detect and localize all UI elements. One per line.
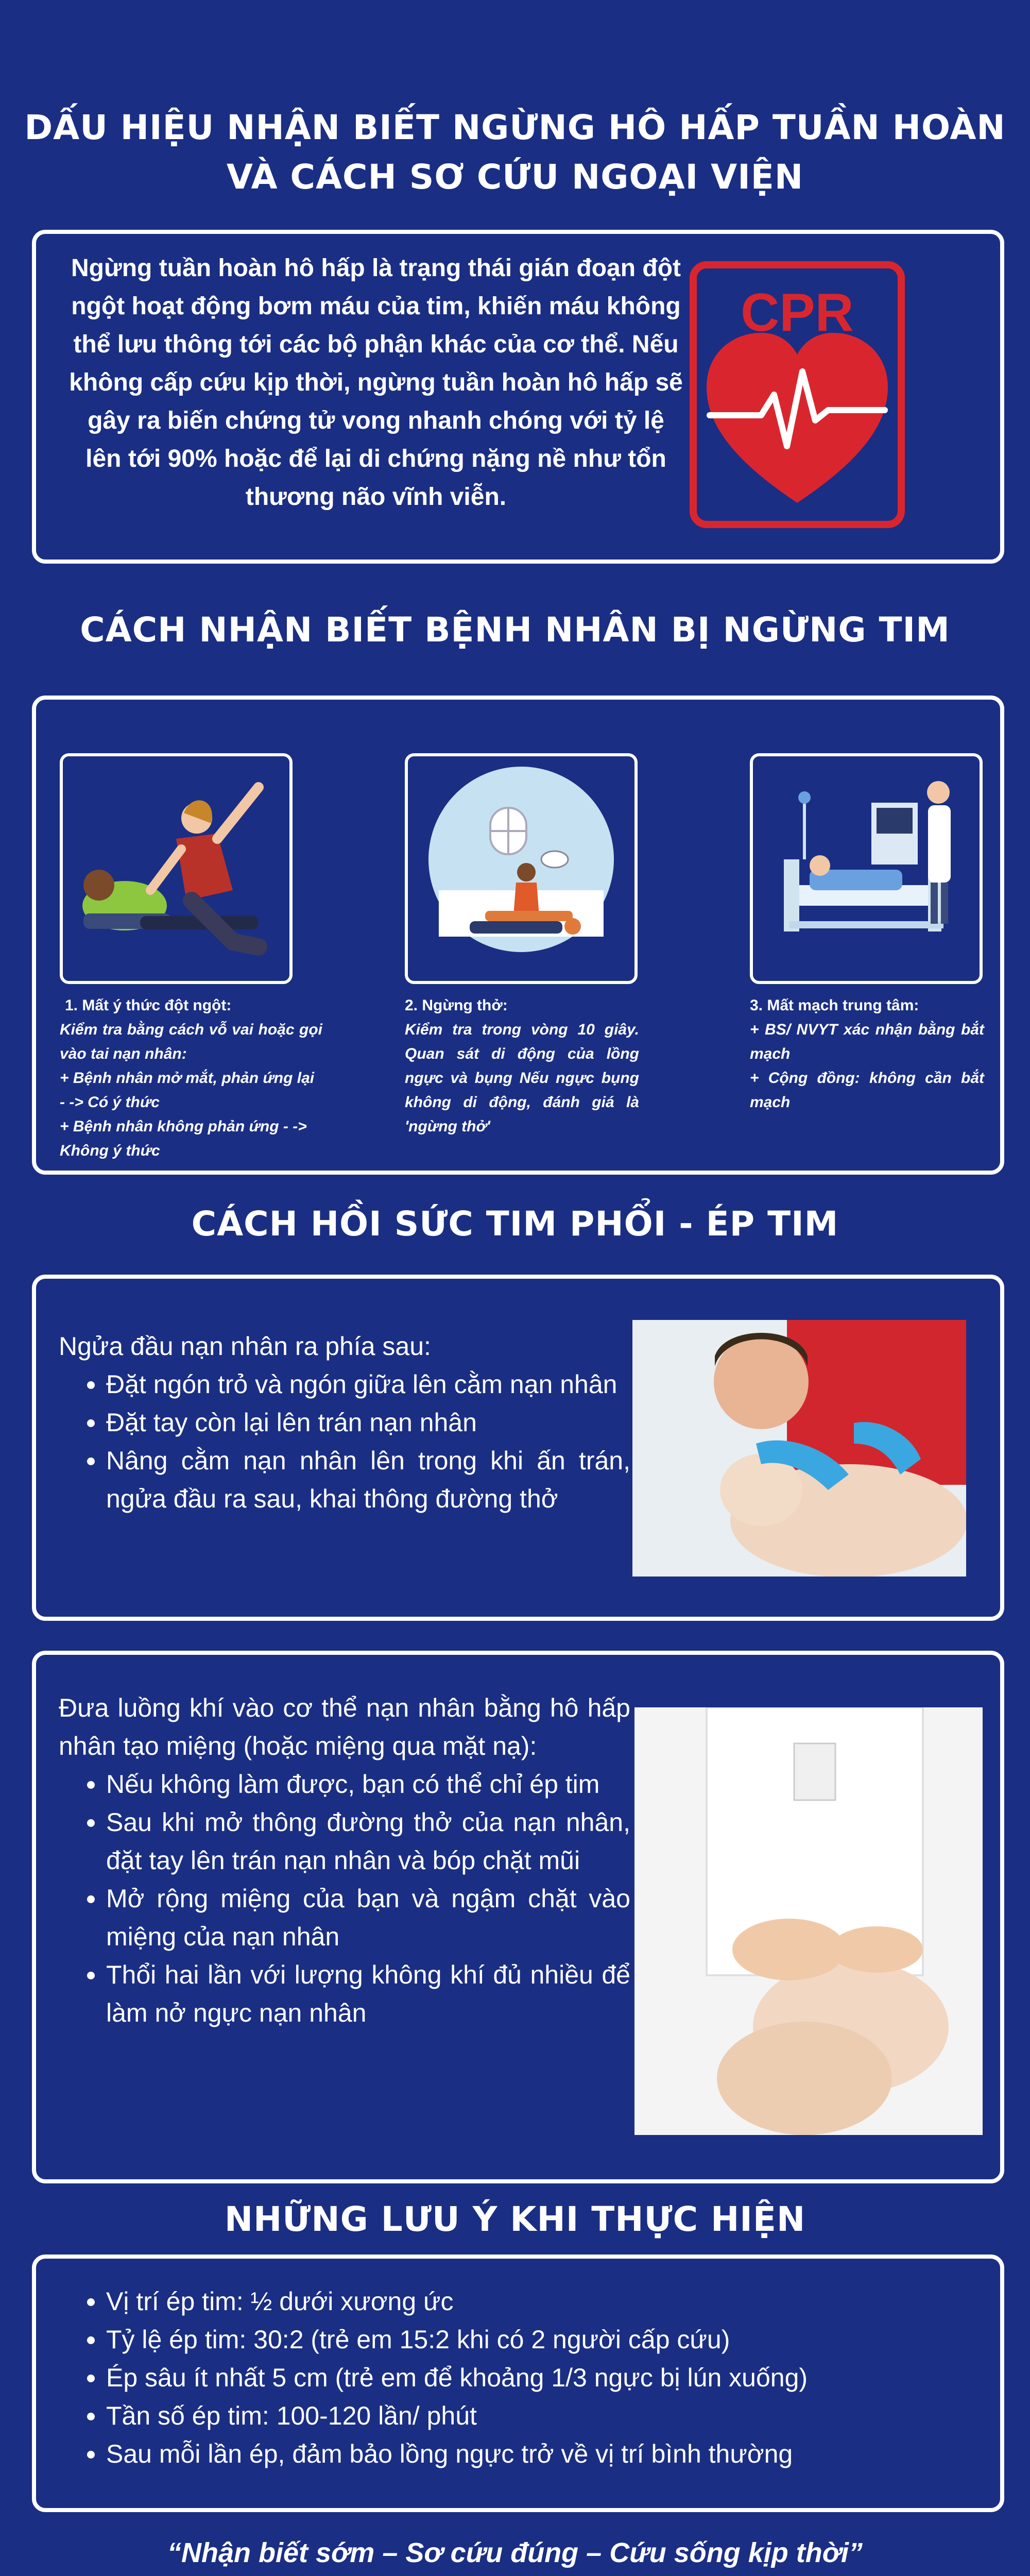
list-item: • Vị trí ép tim: ½ dưới xương ức — [106, 2282, 981, 2320]
list-item: • Sau mỗi lần ép, đảm bảo lồng ngực trở về vị trí bình thường — [106, 2435, 981, 2473]
cpr-step1-intro: Ngửa đầu nạn nhân ra phía sau: — [59, 1332, 431, 1361]
list-item: • Mở rộng miệng của bạn và ngậm chặt vào miệng của nạn nhân — [106, 1879, 630, 1956]
notes-box — [32, 2255, 1004, 2512]
list-item: • Nâng cằm nạn nhân lên trong khi ấn trán, ngửa đầu ra sau, khai thông đường thở — [106, 1442, 630, 1518]
rescue-breathing-photo — [634, 1707, 983, 2135]
cpr-step2-box — [32, 1651, 1004, 2183]
recognize-item-1-line: Kiểm tra bằng cách vỗ vai hoặc gọi vào tai nạn nhân: — [60, 1021, 322, 1062]
recognize-item-2 — [405, 993, 639, 1139]
unconscious-illustration — [60, 753, 293, 984]
section-notes-title: NHỮNG LƯU Ý KHI THỰC HIỆN — [224, 2199, 806, 2239]
recognize-item-1-line: + Bệnh nhân mở mắt, phản ứng lại - -> Có ý thức — [60, 1070, 315, 1111]
cpr-step1-box — [32, 1275, 1004, 1621]
recognize-item-2-heading: 2. Ngừng thở: — [405, 997, 508, 1014]
recognize-item-3-line: + BS/ NVYT xác nhận bằng bắt mạch — [750, 1021, 984, 1062]
page-title-line1: DẤU HIỆU NHẬN BIẾT NGỪNG HÔ HẤP TUẦN HOÀN — [24, 108, 1006, 147]
list-item: • Nếu không làm được, bạn có thể chỉ ép tim — [106, 1765, 630, 1803]
section-recognize-title: CÁCH NHẬN BIẾT BỆNH NHÂN BỊ NGỪNG TIM — [80, 610, 950, 650]
recognize-item-1-heading: 1. Mất ý thức đột ngột: — [65, 997, 232, 1014]
intro-text: Ngừng tuần hoàn hô hấp là trạng thái gián đoạn đột ngột hoạt động bơm máu của tim, khiến máu không thể lưu thông tới các bộ phận khác của cơ thể. Nếu không cấp cứu kịp thời, ngừng tuần hoàn hô hấp sẽ gây ra biến chứng tử vong nhanh chóng với tỷ lệ lên tới 90% hoặc để lại di chứng nặng nề như tổn thương não vĩnh viễn. — [69, 255, 683, 511]
section-cpr-title: CÁCH HỒI SỨC TIM PHỔI - ÉP TIM — [191, 1204, 839, 1244]
recognize-item-3-heading: 3. Mất mạch trung tâm: — [750, 997, 919, 1014]
cpr-step2-text — [59, 1689, 630, 2032]
slogan: “Nhận biết sớm – Sơ cứu đúng – Cứu sống kịp thời” — [167, 2537, 863, 2568]
cpr-step1-text — [59, 1327, 630, 1518]
list-item: • Đặt ngón trỏ và ngón giữa lên cằm nạn nhân — [106, 1365, 630, 1403]
recognize-item-1 — [60, 993, 322, 1163]
cpr-step1-list — [59, 1365, 630, 1518]
recognize-item-1-line: + Bệnh nhân không phản ứng - -> Không ý thức — [60, 1118, 307, 1159]
notes-text — [59, 2282, 981, 2473]
list-item: • Đặt tay còn lại lên trán nạn nhân — [106, 1403, 630, 1442]
cpr-heart-icon — [689, 261, 905, 529]
head-tilt-photo — [632, 1320, 966, 1577]
cpr-step2-list — [59, 1765, 630, 2032]
list-item: • Ép sâu ít nhất 5 cm (trẻ em để khoảng 1/3 ngực bị lún xuống) — [106, 2359, 981, 2397]
page-title — [0, 103, 1030, 202]
recognize-item-3 — [750, 993, 984, 1114]
notes-list — [59, 2282, 981, 2473]
list-item: • Tần số ép tim: 100-120 lần/ phút — [106, 2397, 981, 2435]
recognize-box — [32, 696, 1004, 1175]
list-item: • Sau khi mở thông đường thở của nạn nhân, đặt tay lên trán nạn nhân và bóp chặt mũi — [106, 1803, 630, 1879]
list-item: • Tỷ lệ ép tim: 30:2 (trẻ em 15:2 khi có 2 người cấp cứu) — [106, 2320, 981, 2359]
recognize-item-3-line: + Cộng đồng: không cần bắt mạch — [750, 1070, 984, 1111]
list-item: • Thổi hai lần với lượng không khí đủ nhiều để làm nở ngực nạn nhân — [106, 1956, 630, 2032]
cpr-step2-intro: Đưa luồng khí vào cơ thể nạn nhân bằng hô hấp nhân tạo miệng (hoặc miệng qua mặt nạ): — [59, 1693, 630, 1760]
page-title-line2: VÀ CÁCH SƠ CỨU NGOẠI VIỆN — [226, 157, 804, 197]
cpr-label: CPR — [741, 283, 854, 343]
hospital-bed-illustration — [750, 753, 983, 984]
not-breathing-illustration — [405, 753, 638, 984]
intro-box — [32, 230, 1004, 564]
recognize-item-2-line: Kiểm tra trong vòng 10 giây. Quan sát di động của lồng ngực và bụng Nếu ngực bụng không di động, đánh giá là 'ngừng thở' — [405, 1021, 639, 1135]
